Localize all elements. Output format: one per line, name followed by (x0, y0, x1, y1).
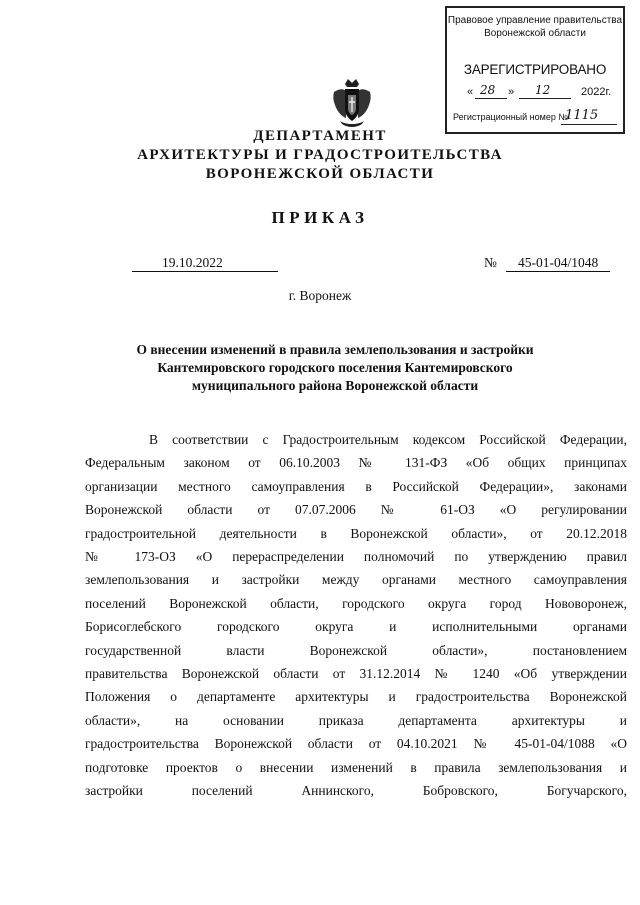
city: г. Воронеж (288, 288, 352, 303)
body-line: Воронежской области от 07.07.2006 № 61-ОЗ «О регулировании (85, 502, 627, 518)
stamp-date-open-quote: « (467, 86, 474, 98)
order-number-underline (506, 271, 610, 272)
body-line: землепользования и застройки между органами местного самоуправления (85, 572, 627, 588)
body-line: поселений Воронежской области, городского округа город Нововоронеж, (85, 595, 627, 611)
stamp-reg-number: 1115 (565, 108, 599, 123)
stamp-date (453, 83, 619, 102)
stamp-month-underline (519, 98, 571, 99)
body-line: градостроительной деятельности в Воронежской области», от 20.12.2018 (85, 525, 627, 541)
body-line: градостроительства Воронежской области от 04.10.2021 № 45-01-04/1088 «О (85, 736, 627, 752)
body-line: подготовке проектов о внесении изменений в правила землепользования и (85, 759, 627, 775)
stamp-date-month: 12 (535, 83, 551, 97)
body-line: Положения о департаменте архитектуры и градостроительства Воронежской (85, 689, 627, 705)
subject-line1: О внесении изменений в правила землепользования и застройки (136, 342, 534, 357)
body-line: Борисоглебского городского округа и исполнительными органами (85, 619, 627, 635)
body-line: правительства Воронежской области от 31.12.2014 № 1240 «Об утверждении (85, 666, 627, 682)
stamp-reg-underline (561, 124, 617, 125)
stamp-date-close-quote: » (508, 86, 515, 98)
stamp-date-day: 28 (480, 83, 496, 97)
body-line: области», на основании приказа департамента архитектуры и (85, 712, 627, 728)
order-number: 45-01-04/1048 (518, 255, 599, 270)
order-date-underline (132, 271, 278, 272)
department-name-line3: ВОРОНЕЖСКОЙ ОБЛАСТИ (205, 166, 435, 182)
body-line: Федеральным законом от 06.10.2003 № 131-ФЗ «Об общих принципах (85, 455, 627, 471)
order-body (85, 428, 627, 803)
body-line: государственной власти Воронежской области», постановлением (85, 642, 627, 658)
order-number-label: № (484, 255, 497, 270)
body-line: № 173-ОЗ «О перераспределении полномочий по утверждению правил (85, 549, 627, 565)
body-line: застройки поселений Аннинского, Бобровского, Богучарского, (85, 783, 627, 799)
stamp-authority (447, 14, 623, 40)
stamp-registered-label: ЗАРЕГИСТРИРОВАНО (463, 62, 607, 77)
stamp-reg-label: Регистрационный номер № (453, 112, 569, 122)
coat-of-arms-icon (330, 78, 374, 128)
stamp-day-underline (475, 98, 507, 99)
body-line: В соответствии с Градостроительным кодексом Российской Федерации, (149, 432, 627, 447)
order-date: 19.10.2022 (162, 255, 223, 270)
subject-line3: муниципального района Воронежской области (191, 378, 479, 393)
stamp-date-year: 2022г. (581, 86, 612, 98)
body-line: организации местного самоуправления в Российской Федерации», законами (85, 478, 627, 494)
subject-line2: Кантемировского городского поселения Кантемировского (157, 360, 513, 375)
stamp-authority-line2: Воронежской области (484, 28, 586, 39)
registration-stamp (445, 6, 625, 134)
department-name-line1: ДЕПАРТАМЕНТ (253, 128, 387, 144)
order-subject (100, 341, 570, 395)
document-title: ПРИКАЗ (271, 208, 369, 227)
department-name-line2: АРХИТЕКТУРЫ И ГРАДОСТРОИТЕЛЬСТВА (137, 147, 503, 163)
stamp-authority-line1: Правовое управление правительства (447, 15, 623, 26)
